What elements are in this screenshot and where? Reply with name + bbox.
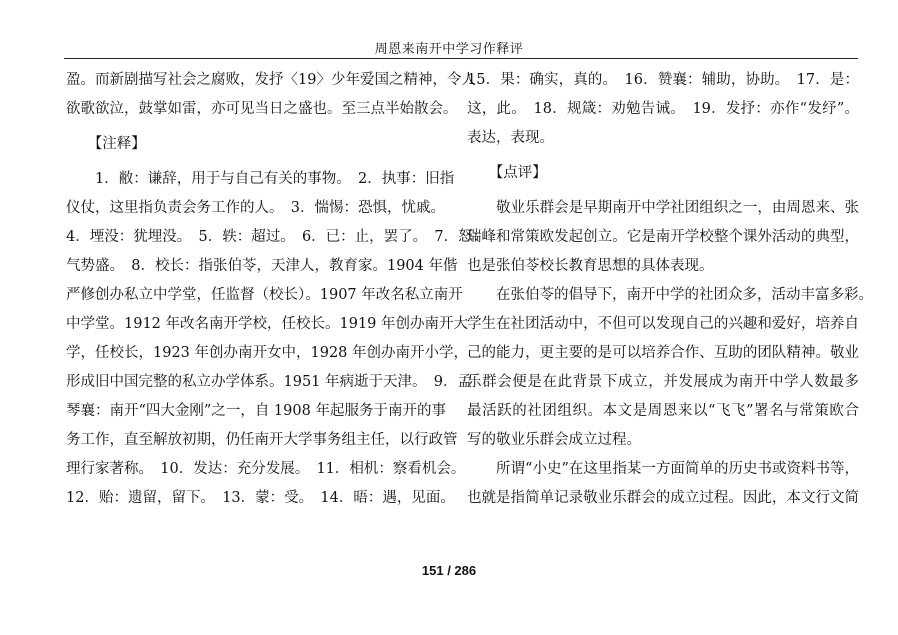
text-line: 学，任校长，1923 年创办南开女中，1928 年创办南开小学， [66, 345, 469, 361]
text-line: 15．果：确实，真的。 16．赞襄：辅助，协助。 17．是： [467, 72, 859, 88]
text-line: 在张伯苓的倡导下，南开中学的社团众多，活动丰富多彩。 [467, 287, 873, 303]
text-line: 欲歌欲泣，鼓掌如雷，亦可见当日之盛也。至三点半始散会。 [66, 101, 458, 117]
text-line: 最活跃的社团组织。本文是周恩来以“飞飞”署名与常策欧合 [467, 403, 859, 419]
running-header-title: 周恩来南开中学习作释评 [374, 42, 524, 57]
text-line: 这，此。 18．规箴：劝勉告诫。 19．发抒：亦作“发纾”。 [467, 101, 859, 117]
header-divider [64, 58, 858, 59]
text-line: 严修创办私立中学堂，任监督（校长）。1907 年改名私立南开 [66, 287, 463, 303]
section-heading-notes: 【注释】 [66, 136, 146, 152]
text-line: 中学堂。1912 年改名南开学校，任校长。1919 年创办南开大 [66, 316, 469, 332]
text-line: 也就是指简单记录敬业乐群会的成立过程。因此，本文行文简 [467, 490, 859, 506]
text-line: 仪仗，这里指负责会务工作的人。 3．惴惕：恐惧，忧戚。 [66, 200, 445, 216]
text-line: 乐群会便是在此背景下成立，并发展成为南开中学人数最多 [467, 374, 859, 390]
text-line: 表达，表现。 [467, 130, 554, 146]
text-line: 瑞峰和常策欧发起创立。它是南开学校整个课外活动的典型， [467, 229, 859, 245]
text-line: 也是张伯苓校长教育思想的具体表现。 [467, 258, 714, 274]
text-line: 所谓“小史”在这里指某一方面简单的历史书或资料书等， [467, 461, 859, 477]
text-line: 写的敬业乐群会成立过程。 [467, 432, 641, 448]
text-line: 己的能力，更主要的是可以培养合作、互助的团队精神。敬业 [467, 345, 859, 361]
text-line: 形成旧中国完整的私立办学体系。1951 年病逝于天津。 9．孟 [66, 374, 472, 390]
left-column [66, 66, 488, 513]
text-line: 琴襄：南开“四大金刚”之一，自 1908 年起服务于南开的事 [66, 403, 446, 419]
text-line: 学生在社团活动中，不但可以发现自己的兴趣和爱好，培养自 [467, 316, 859, 332]
text-line: 4．堙没：犹埋没。 5．轶：超过。 6．已：止，罢了。 7．怒： [66, 229, 488, 245]
text-line: 1．敝：谦辞，用于与自己有关的事物。 2．执事：旧指 [66, 171, 455, 187]
text-line: 务工作，直至解放初期，仍任南开大学事务组主任，以行政管 [66, 432, 458, 448]
text-line: 气势盛。 8．校长：指张伯苓，天津人，教育家。1904 年偕 [66, 258, 458, 274]
right-column [467, 66, 873, 513]
section-heading-commentary: 【点评】 [467, 165, 547, 181]
page-number: 151 / 286 [421, 563, 477, 578]
text-line: 盈。而新剧描写社会之腐败，发抒〈19〉少年爱国之精神，令人 [66, 72, 476, 88]
text-line: 12．贻：遗留，留下。 13．蒙：受。 14．晤：遇，见面。 [66, 490, 455, 506]
text-line: 理行家著称。 10．发达：充分发展。 11．相机：察看机会。 [66, 461, 466, 477]
text-line: 敬业乐群会是早期南开中学社团组织之一，由周恩来、张 [467, 200, 859, 216]
